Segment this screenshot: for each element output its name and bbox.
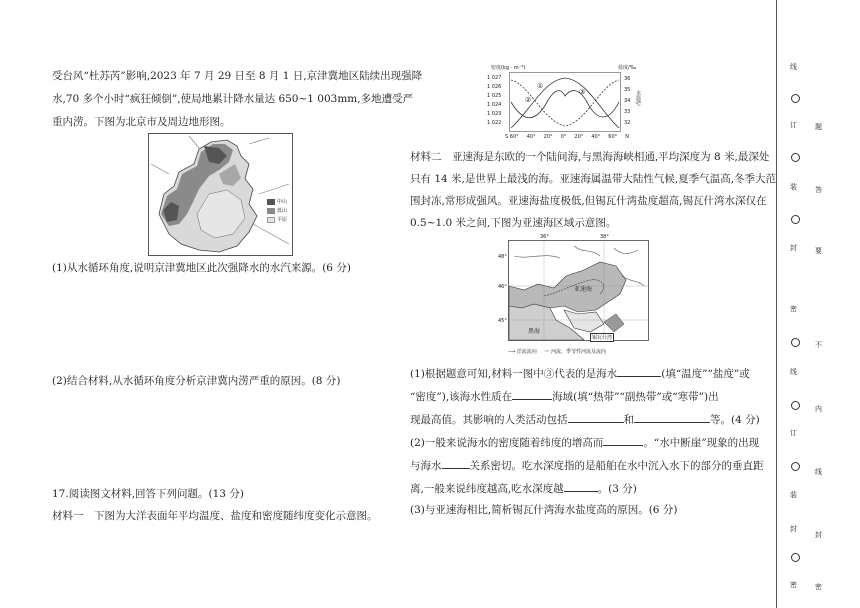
margin-char: 密 (790, 581, 797, 589)
margin-char: 订 (790, 429, 797, 437)
curve-2 (511, 91, 619, 118)
x-tick: S 60° (505, 134, 519, 140)
map2-place: 亚速海 (574, 286, 593, 293)
map2-lat-label: 48° (498, 254, 507, 260)
r-q1-text-d: 海域(填“热带”“副热带”或“寒带”)出 (552, 391, 719, 403)
margin-circle (791, 553, 800, 562)
r-q2-text-e: 离,一般来说纬度越高,吃水深度越 (410, 483, 564, 495)
left-tick: 1 022 (487, 120, 502, 126)
map2-lon-label: 38° (600, 234, 609, 240)
r-question-2-line-2 (410, 457, 764, 473)
r-question-2-line-1 (410, 434, 759, 450)
margin-char: 不 (815, 341, 822, 349)
material-2-line-2: 只有 14 米,是世界上最浅的海。亚速海属温带大陆性气候,夏季气温高,冬季大范 (410, 173, 777, 185)
margin-char: 内 (815, 405, 822, 413)
question-17-title: 17.阅读图文材料,回答下列问题。(13 分) (52, 488, 244, 500)
curve-label: ② (525, 96, 532, 104)
x-tick: 40° (591, 134, 601, 140)
margin-char: 密 (790, 305, 797, 313)
margin-circle (791, 462, 800, 471)
map2-place: 锡瓦什湾 (592, 335, 613, 341)
answer-blank[interactable] (512, 388, 552, 400)
answer-blank[interactable] (603, 434, 643, 446)
chart-right-axis-label-2: 水温/℃ (635, 90, 641, 108)
margin-char: 要 (815, 247, 822, 255)
map2-place: 黑海 (528, 328, 541, 335)
margin-char: 密 (815, 583, 822, 591)
r-q1-text-e: 现最高值。其影响的人类活动包括 (410, 414, 568, 426)
r-q2-text-c: 与海水 (410, 460, 442, 472)
intro-line-2: 水,70 多个小时“疯狂倾倒”,使局地累计降水量达 650~1 003mm,多地遭受严 (52, 93, 414, 105)
r-question-1-line-2 (410, 388, 719, 404)
r-q1-text-a: (1)根据题意可知,材料一图中③代表的是海水 (410, 368, 618, 380)
x-tick: 40° (526, 134, 536, 140)
azov-sea-map (498, 234, 652, 358)
margin-char: 线 (790, 368, 797, 376)
margin-char: 线 (790, 63, 797, 71)
chart-left-ticks (487, 74, 507, 128)
margin-char: 线 (815, 468, 822, 476)
r-question-3: (3)与亚速海相比,简析锡瓦什湾海水盐度高的原因。(6 分) (410, 504, 678, 516)
chart-left-axis-label: 密度(kg · m⁻³) (491, 65, 526, 71)
margin-char: 装 (790, 183, 797, 191)
x-tick: 0° (560, 134, 567, 140)
legend-item: 平原 (277, 217, 288, 223)
margin-char: 题 (815, 123, 822, 131)
ocean-property-chart (487, 64, 647, 144)
curve-label: ① (537, 82, 544, 90)
right-tick: 36 (624, 76, 631, 82)
beijing-terrain-map (148, 133, 293, 256)
legend-item: 中山 (277, 199, 288, 205)
answer-blank[interactable] (634, 411, 710, 423)
map2-lat-label: 46° (498, 284, 507, 290)
r-question-1-line-1 (410, 365, 750, 381)
margin-char: 封 (790, 525, 797, 533)
margin-circle (791, 401, 800, 410)
material-2-line-1: 材料二 亚速海是东欧的一个陆间海,与黑海海峡相通,平均深度为 8 米,最深处 (410, 151, 770, 163)
map-legend (267, 198, 291, 223)
right-tick: 32 (624, 120, 631, 126)
map2-lon-label: 36° (540, 234, 549, 240)
chart-right-ticks (624, 74, 634, 129)
answer-blank[interactable] (442, 457, 470, 469)
margin-circle (791, 215, 800, 224)
margin-char: 答 (815, 186, 822, 194)
r-question-1-line-3 (410, 411, 760, 427)
r-q2-text-a: (2)一般来说海水的密度随着纬度的增高而 (410, 437, 604, 449)
legend-item: 低山 (277, 208, 288, 214)
terrain-map-svg (149, 134, 292, 255)
margin-circle (791, 338, 800, 347)
right-tick: 33 (624, 109, 631, 115)
r-q2-text-b: 。“水中断崖”现象的出现 (643, 437, 760, 449)
r-q2-text-d: 关系密切。吃水深度指的是船舶在水中沉入水下的部分的垂直距 (469, 460, 764, 472)
margin-char: 封 (815, 531, 822, 539)
margin-char: 封 (790, 244, 797, 252)
margin-char: 装 (790, 491, 797, 499)
question-1: (1)从水循环角度,说明京津冀地区此次强降水的水汽来源。(6 分) (52, 262, 351, 274)
x-tick: N (625, 134, 629, 140)
r-q1-text-g: 等。(4 分) (710, 414, 760, 426)
margin-circle (791, 153, 800, 162)
map2-legend-item: 河流、季节性河流及流向 (550, 349, 606, 355)
chart-x-ticks (505, 134, 629, 140)
material-2-line-4: 0.5~1.0 米之间,下图为亚速海区域示意图。 (410, 217, 617, 229)
r-q1-text-c: “密度”),该海水性质在 (410, 391, 513, 403)
answer-blank[interactable] (564, 480, 598, 492)
right-tick: 34 (624, 98, 631, 104)
intro-line-1: 受台风“杜苏芮”影响,2023 年 7 月 29 日至 8 月 1 日,京津冀地区陆续出现强降 (52, 70, 423, 82)
answer-blank[interactable] (617, 365, 661, 377)
x-tick: 60° (608, 134, 618, 140)
chart-right-axis-label: 盐度/‰ (618, 65, 637, 71)
left-tick: 1 024 (487, 102, 502, 108)
map2-legend: ⟶ 洋流流向 〰 河流、季节性河流及流向 (508, 349, 606, 355)
r-question-2-line-3 (410, 480, 637, 496)
margin-circle (791, 94, 800, 103)
binding-line (776, 0, 777, 608)
left-tick: 1 025 (487, 93, 502, 99)
left-tick: 1 026 (487, 84, 502, 90)
map2-legend-item: 洋流流向 (516, 349, 537, 355)
x-tick: 20° (543, 134, 553, 140)
r-q2-text-f: 。(3 分) (597, 483, 637, 495)
r-q1-text-f: 和 (623, 414, 634, 426)
curve-label: ③ (579, 88, 586, 96)
question-2: (2)结合材料,从水循环角度分析京津冀内涝严重的原因。(8 分) (52, 375, 341, 387)
material-2-line-3: 围封冻,常形成强风。亚速海盐度极低,但锡瓦什湾盐度超高,锡瓦什湾水深仅在 (410, 195, 767, 207)
map2-lat-label: 45° (498, 318, 507, 324)
margin-char: 订 (790, 121, 797, 129)
answer-blank[interactable] (568, 411, 624, 423)
left-tick: 1 023 (487, 111, 502, 117)
right-tick: 35 (624, 87, 631, 93)
intro-line-3: 重内涝。下图为北京市及周边地形图。 (52, 116, 231, 128)
left-tick: 1 027 (487, 75, 502, 81)
r-q1-text-b: (填“温度”“盐度”或 (661, 368, 750, 380)
x-tick: 20° (574, 134, 584, 140)
material-1: 材料一 下图为大洋表面年平均温度、盐度和密度随纬度变化示意图。 (52, 510, 378, 522)
